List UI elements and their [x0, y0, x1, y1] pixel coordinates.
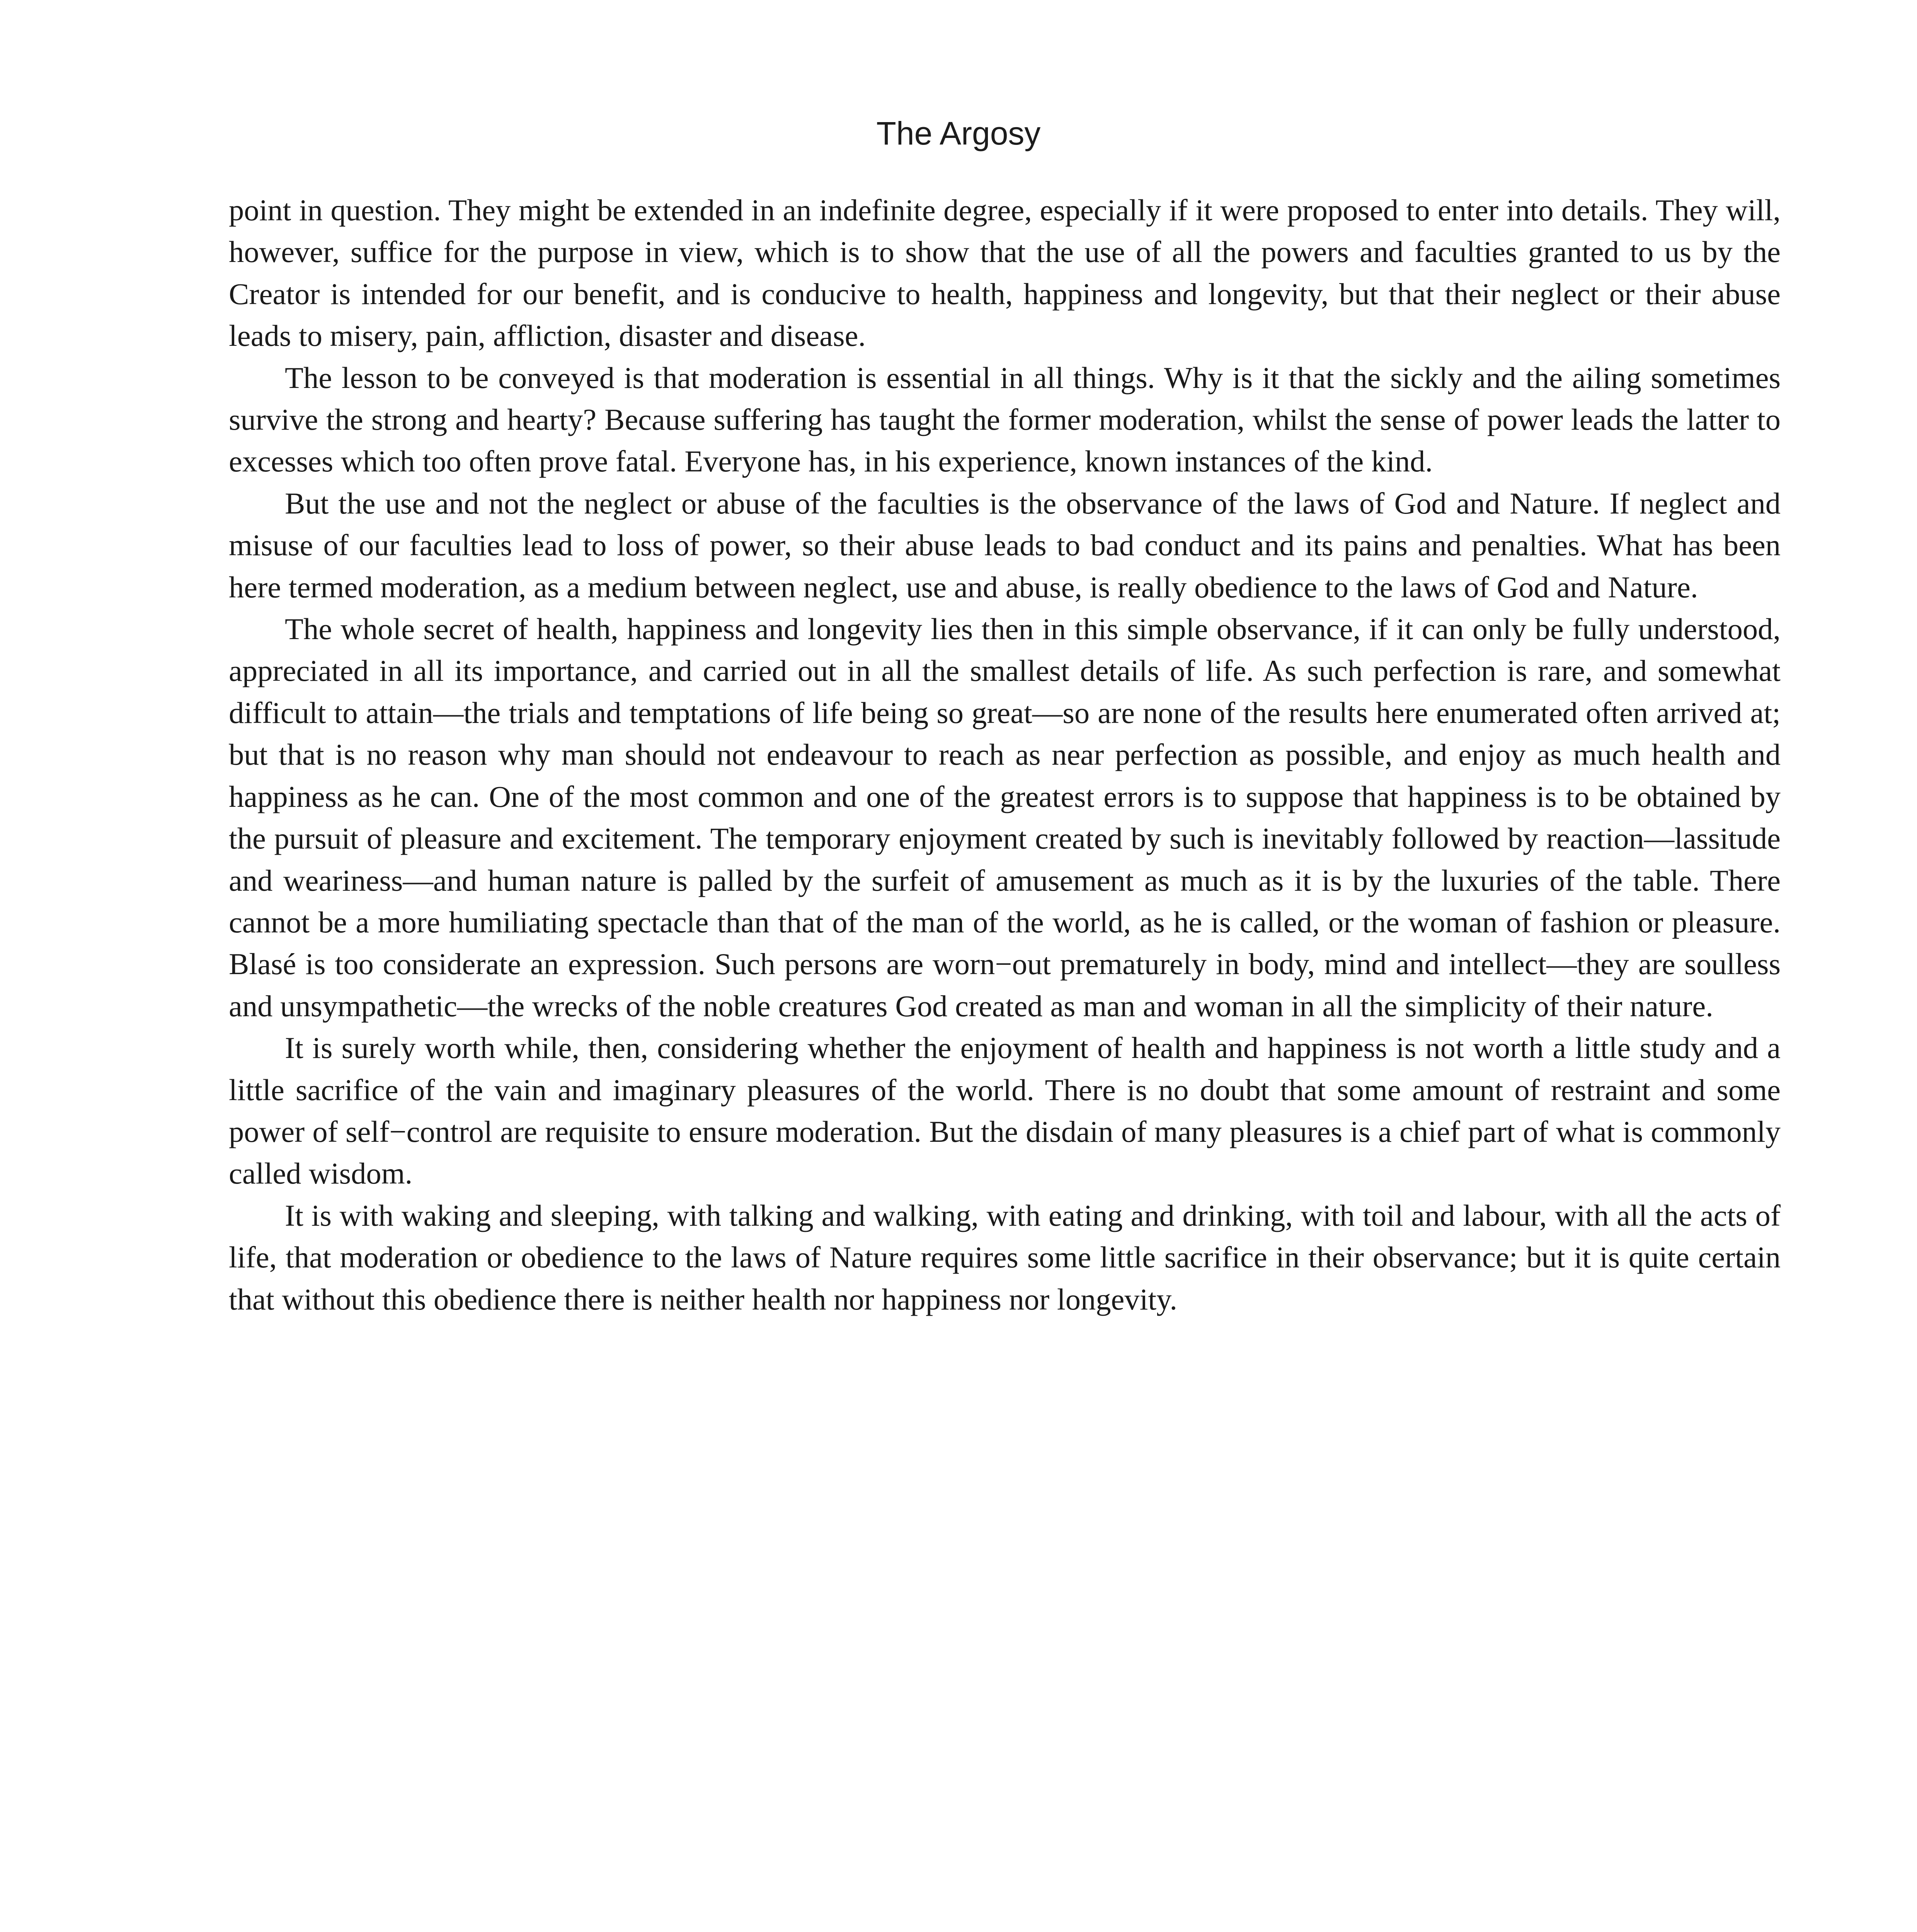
- paragraph: But the use and not the neglect or abuse of the faculties is the observance of the laws of God and Nature. If neglect and misuse of our faculties lead to loss of power, so their abuse leads to bad conduct and its pains and penalties. What has been here termed moderation, as a medium between neglect, use and abuse, is really obedience to the laws of God and Nature.: [229, 486, 1781, 604]
- paragraph: The whole secret of health, happiness and longevity lies then in this simple observance, if it can only be fully understood, appreciated in all its importance, and carried out in all the smallest details of life. As such perfection is rare, and somewhat difficult to attain—the trials and temptations of life being so great—so are none of the results here enumerated often arrived at; but that is no reason why man should not endeavour to reach as near perfection as possible, and enjoy as much health and happiness as he can. One of the most common and one of the greatest errors is to suppose that happiness is to be obtained by the pursuit of pleasure and excitement. The temporary enjoyment created by such is inevitably followed by reaction—lassitude and weariness—and human nature is palled by the surfeit of amusement as much as it is by the luxuries of the table. There cannot be a more humiliating spectacle than that of the man of the world, as he is called, or the woman of fashion or pleasure. Blasé is too considerate an expression. Such persons are worn−out prematurely in body, mind and intellect—they are soulless and unsympathetic—the wrecks of the noble creatures God created as man and woman in all the simplicity of their nature.: [229, 612, 1781, 1023]
- body-text: [229, 189, 1781, 1320]
- paragraph: It is surely worth while, then, considering whether the enjoyment of health and happiness is not worth a little study and a little sacrifice of the vain and imaginary pleasures of the world. There is no doubt that some amount of restraint and some power of self−control are requisite to ensure moderation. But the disdain of many pleasures is a chief part of what is commonly called wisdom.: [229, 1031, 1781, 1190]
- paragraph-continued: point in question. They might be extended in an indefinite degree, especially if it were proposed to enter into details. They will, however, suffice for the purpose in view, which is to show that the use of all the powers and faculties granted to us by the Creator is intended for our benefit, and is conducive to health, happiness and longevity, but that their neglect or their abuse leads to misery, pain, affliction, disaster and disease.: [229, 193, 1781, 353]
- paragraph: It is with waking and sleeping, with talking and walking, with eating and drinking, with toil and labour, with all the acts of life, that moderation or obedience to the laws of Nature requires some little sacrifice in their observance; but it is quite certain that without this obedience there is neither health nor happiness nor longevity.: [229, 1198, 1781, 1316]
- paragraph: The lesson to be conveyed is that moderation is essential in all things. Why is it that the sickly and the ailing sometimes survive the strong and hearty? Because suffering has taught the former moderation, whilst the sense of power leads the latter to excesses which too often prove fatal. Everyone has, in his experience, known instances of the kind.: [229, 361, 1781, 478]
- running-head: The Argosy: [876, 115, 1041, 151]
